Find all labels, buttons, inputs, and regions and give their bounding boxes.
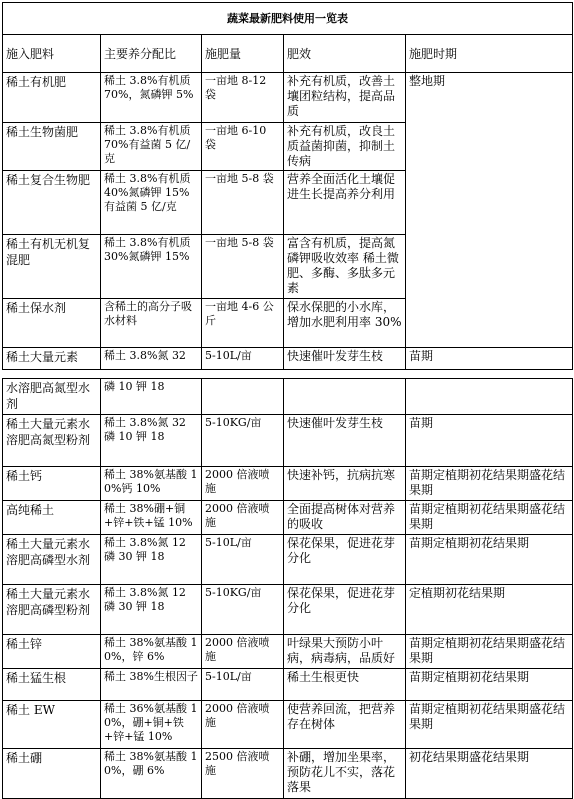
cell-effect: 快速催叶发芽生枝 bbox=[284, 415, 406, 467]
cell-name: 稀土生物菌肥 bbox=[3, 123, 101, 171]
table-row bbox=[3, 635, 573, 669]
cell-ratio: 稀土 3.8%有机质 70%，氮磷钾 5% bbox=[101, 73, 202, 123]
cell-amount: 2000 倍液喷施 bbox=[202, 635, 284, 669]
cell-effect: 使营养回流，把营养存在树体 bbox=[284, 701, 406, 749]
table-row bbox=[3, 669, 573, 701]
cell-name: 稀土保水剂 bbox=[3, 299, 101, 348]
cell-name: 稀土硼 bbox=[3, 749, 101, 799]
header-amount: 施肥量 bbox=[202, 35, 284, 73]
cell-amount: 一亩地 6-10 袋 bbox=[202, 123, 284, 171]
cell-effect: 保花保果，促进花芽分化 bbox=[284, 535, 406, 585]
table-header-row bbox=[3, 35, 573, 73]
cell-ratio: 稀土 3.8%氮 32 磷 10 钾 18 bbox=[101, 415, 202, 467]
cell-effect: 全面提高树体对营养的吸收 bbox=[284, 501, 406, 535]
cell-ratio: 稀土 3.8%氮 32 bbox=[101, 348, 202, 370]
cell-effect: 快速催叶发芽生枝 bbox=[284, 348, 406, 370]
cell-effect: 富含有机质，提高氮磷钾吸收效率 稀土微肥、多酶、多肽多元素 bbox=[284, 235, 406, 299]
cell-ratio: 含稀土的高分子吸水材料 bbox=[101, 299, 202, 348]
table-row bbox=[3, 701, 573, 749]
table-row bbox=[3, 379, 573, 415]
cell-name: 稀土大量元素 bbox=[3, 348, 101, 370]
header-period: 施肥时期 bbox=[406, 35, 573, 73]
cell-amount: 2500 倍液喷施 bbox=[202, 749, 284, 799]
cell-ratio: 稀土 36%氨基酸 10%，硼+铜+铁+锌+锰 10% bbox=[101, 701, 202, 749]
cell-ratio: 稀土 3.8%氮 12 磷 30 钾 18 bbox=[101, 585, 202, 635]
cell-period: 整地期 bbox=[406, 73, 573, 348]
fertilizer-table-top bbox=[2, 2, 573, 370]
cell-ratio: 稀土 38%氨基酸 10%，硼 6% bbox=[101, 749, 202, 799]
cell-ratio: 稀土 38%生根因子 bbox=[101, 669, 202, 701]
cell-effect: 营养全面活化土壤促进生长提高养分利用 bbox=[284, 171, 406, 235]
cell-ratio: 稀土 3.8%有机质 30%氮磷钾 15% bbox=[101, 235, 202, 299]
cell-amount: 5-10KG/亩 bbox=[202, 415, 284, 467]
cell-period: 苗期 bbox=[406, 415, 573, 467]
table-row bbox=[3, 415, 573, 467]
table-row bbox=[3, 749, 573, 799]
cell-period: 苗期定植期初花结果期盛花结果期 bbox=[406, 635, 573, 669]
cell-period: 苗期定植期初花结果期盛花结果期 bbox=[406, 501, 573, 535]
cell-effect: 叶绿果大预防小叶病，病毒病，品质好 bbox=[284, 635, 406, 669]
cell-effect: 保水保肥的小水库，增加水肥利用率 30% bbox=[284, 299, 406, 348]
document-title: 蔬菜最新肥料使用一览表 bbox=[3, 3, 573, 35]
cell-ratio: 稀土 38%氨基酸 10%，锌 6% bbox=[101, 635, 202, 669]
cell-name: 稀土 EW bbox=[3, 701, 101, 749]
cell-effect: 稀土生根更快 bbox=[284, 669, 406, 701]
cell-name: 稀土有机无机复混肥 bbox=[3, 235, 101, 299]
table-row bbox=[3, 348, 573, 370]
cell-name: 稀土有机肥 bbox=[3, 73, 101, 123]
cell-amount: 5-10L/亩 bbox=[202, 669, 284, 701]
cell-amount: 2000 倍液喷施 bbox=[202, 701, 284, 749]
cell-name: 稀土钙 bbox=[3, 467, 101, 501]
cell-amount: 一亩地 5-8 袋 bbox=[202, 235, 284, 299]
table-row bbox=[3, 73, 573, 123]
cell-name: 稀土大量元素水溶肥高磷型粉剂 bbox=[3, 585, 101, 635]
cell-amount: 一亩地 4-6 公斤 bbox=[202, 299, 284, 348]
table-row bbox=[3, 467, 573, 501]
cell-period: 定植期初花结果期 bbox=[406, 585, 573, 635]
header-nutrient-ratio: 主要养分配比 bbox=[101, 35, 202, 73]
cell-amount bbox=[202, 379, 284, 415]
cell-ratio: 稀土 38%氨基酸 10%钙 10% bbox=[101, 467, 202, 501]
header-effect: 肥效 bbox=[284, 35, 406, 73]
cell-effect: 补充有机质，改善土壤团粒结构，提高品质 bbox=[284, 73, 406, 123]
cell-amount: 一亩地 8-12 袋 bbox=[202, 73, 284, 123]
cell-effect bbox=[284, 379, 406, 415]
table-row bbox=[3, 585, 573, 635]
cell-period: 苗期 bbox=[406, 348, 573, 370]
cell-amount: 5-10L/亩 bbox=[202, 535, 284, 585]
cell-effect: 补硼，增加坐果率，预防花儿不实，落花落果 bbox=[284, 749, 406, 799]
cell-period: 苗期定植期初花结果期 bbox=[406, 535, 573, 585]
cell-name: 稀土大量元素水溶肥高氮型粉剂 bbox=[3, 415, 101, 467]
cell-name: 稀土大量元素水溶肥高磷型水剂 bbox=[3, 535, 101, 585]
cell-effect: 快速补钙，抗病抗寒 bbox=[284, 467, 406, 501]
cell-amount: 5-10KG/亩 bbox=[202, 585, 284, 635]
header-fertilizer: 施入肥料 bbox=[3, 35, 101, 73]
cell-ratio: 稀土 3.8%有机质 40%氮磷钾 15%有益菌 5 亿/克 bbox=[101, 171, 202, 235]
cell-effect: 补充有机质，改良土质益菌抑菌，抑制土传病 bbox=[284, 123, 406, 171]
cell-effect: 保花保果，促进花芽分化 bbox=[284, 585, 406, 635]
cell-name: 稀土复合生物肥 bbox=[3, 171, 101, 235]
cell-period: 苗期定植期初花结果期盛花结果期 bbox=[406, 701, 573, 749]
cell-amount: 一亩地 5-8 袋 bbox=[202, 171, 284, 235]
cell-name: 水溶肥高氮型水剂 bbox=[3, 379, 101, 415]
cell-name: 稀土锌 bbox=[3, 635, 101, 669]
cell-ratio: 稀土 3.8%氮 12 磷 30 钾 18 bbox=[101, 535, 202, 585]
cell-period bbox=[406, 379, 573, 415]
cell-period: 苗期定植期初花结果期 bbox=[406, 669, 573, 701]
fertilizer-table-bottom bbox=[2, 378, 573, 799]
cell-name: 稀土猛生根 bbox=[3, 669, 101, 701]
cell-amount: 2000 倍液喷施 bbox=[202, 501, 284, 535]
cell-period: 初花结果期盛花结果期 bbox=[406, 749, 573, 799]
cell-ratio: 磷 10 钾 18 bbox=[101, 379, 202, 415]
table-row bbox=[3, 501, 573, 535]
table-row bbox=[3, 535, 573, 585]
cell-amount: 5-10L/亩 bbox=[202, 348, 284, 370]
cell-ratio: 稀土 3.8%有机质 70%有益菌 5 亿/克 bbox=[101, 123, 202, 171]
cell-amount: 2000 倍液喷施 bbox=[202, 467, 284, 501]
cell-period: 苗期定植期初花结果期盛花结果期 bbox=[406, 467, 573, 501]
cell-ratio: 稀土 38%硼+铜+锌+铁+锰 10% bbox=[101, 501, 202, 535]
cell-name: 高纯稀土 bbox=[3, 501, 101, 535]
